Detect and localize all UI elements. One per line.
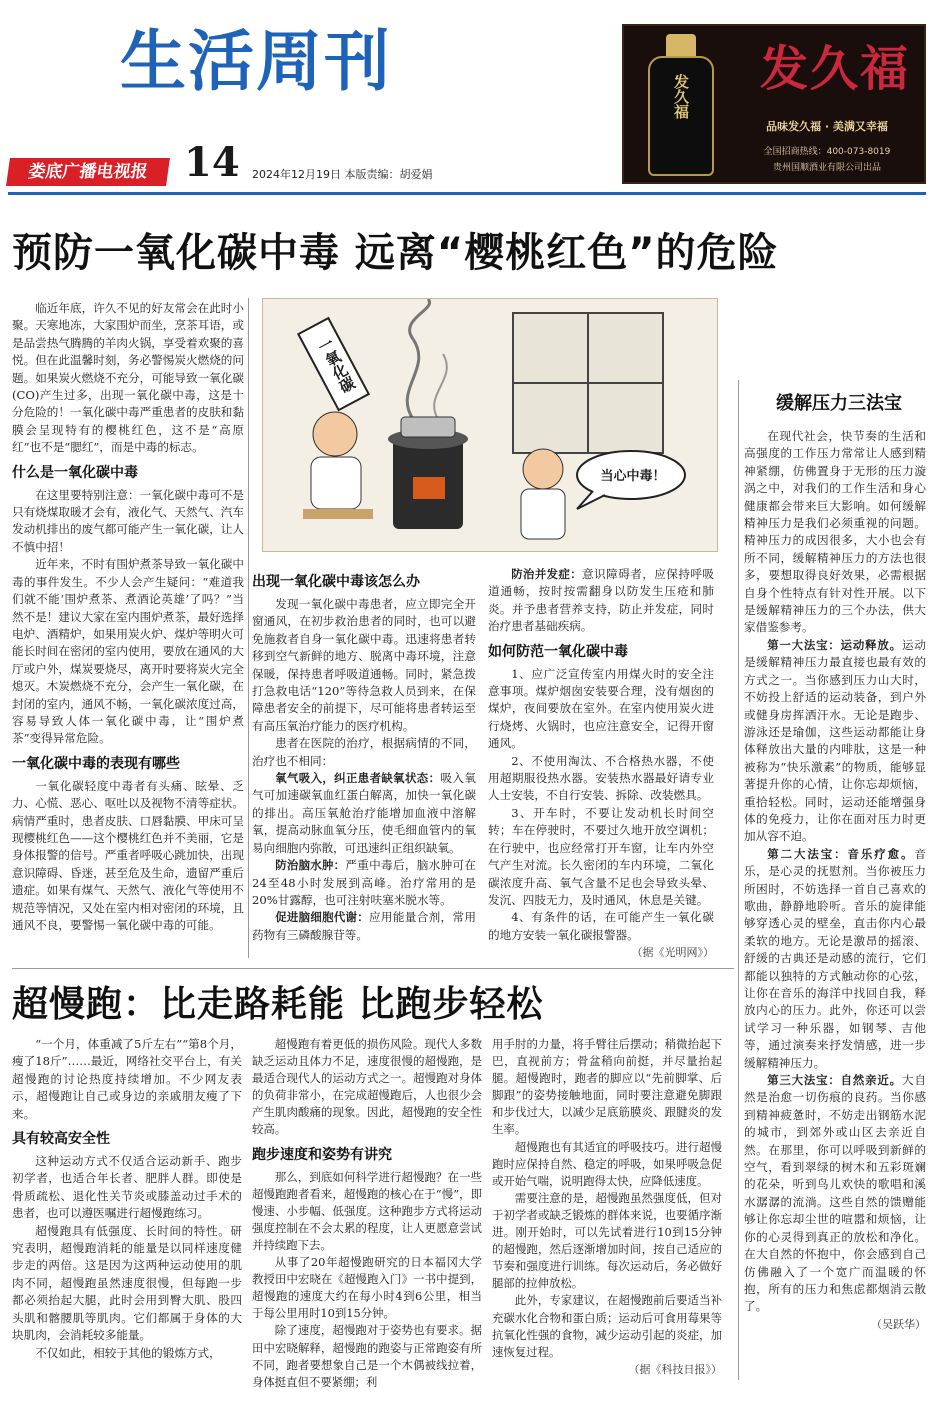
paragraph bbox=[12, 1345, 242, 1362]
paragraph bbox=[488, 566, 714, 636]
ad-slogan: 品味发久福 · 美满又幸福 bbox=[766, 120, 888, 133]
paragraph bbox=[492, 1139, 722, 1190]
paragraph bbox=[12, 300, 244, 457]
paragraph bbox=[492, 1036, 722, 1139]
paragraph-lead: 第三大法宝：自然亲近。 bbox=[767, 1073, 902, 1088]
paragraph-text: 在现代社会，快节奏的生活和高强度的工作压力常常让人感到精神紧绷，仿佛置身于无形的压力漩涡之中，对我们的工作生活和身心健康都会带来巨大影响。如何缓解精神压力是我们必须重视的问题。精神压力的成因很多，大小也会有所不同，缓解精神压力的方法也很多，要想取得良好效果，必需根据自身个性特点有针对性开展。以下是缓解精神压力的三个办法，供大家借鉴参考。 bbox=[744, 429, 926, 635]
paragraph-lead: 促进脑细胞代谢： bbox=[275, 910, 369, 925]
paragraph-text: 临近年底，许久不见的好友常会在此时小聚。天寒地冻，大家围炉而坐，烹茶耳语，或是品尝热气腾腾的羊肉火锅，享受着欢聚的喜悦。但在此温馨时刻，务必警惕炭火燃烧的问题。如果炭火燃烧不充分，可能导致一氧化碳(CO)产生过多，出现一氧化碳中毒，这是十分危险的！一氧化碳中毒严重患者的皮肤和黏膜会呈现特有的樱桃红色，这不是“高原红”也不是“腮红”，而是中毒的标志。 bbox=[12, 301, 244, 455]
paragraph-text: 那么，到底如何科学进行超慢跑？在一些超慢跑跑者看来，超慢跑的核心在于“慢”，即慢速、小步幅、低强度。这种跑步方式将运动强度控制在不会太累的程度，让人更愿意尝试并持续跑下去。 bbox=[252, 1169, 482, 1252]
paper-name-badge: 娄底广播电视报 bbox=[6, 158, 170, 186]
paragraph-text: 此外，专家建议，在超慢跑前后要适当补充碳水化合物和蛋白质；运动后可食用莓果等抗氧化性强的食物，减少运动引起的炎症，加速恢复过程。 bbox=[492, 1293, 722, 1359]
subheading: 如何防范一氧化碳中毒 bbox=[488, 643, 628, 660]
paragraph bbox=[744, 1072, 926, 1316]
paragraph-text: 应用能量合剂，常用药物有三磷酸腺苷等。 bbox=[252, 910, 476, 942]
masthead-title: 生活周刊 bbox=[120, 23, 392, 100]
paragraph bbox=[488, 805, 714, 909]
paragraph-text: 除了速度，超慢跑对于姿势也有要求。据田中宏晓解释，超慢跑的跑姿与正常跑姿有所不同，跑者要想象自己是一个木偶被线拉着，身体挺直但不要紧绷；利 bbox=[252, 1323, 482, 1389]
paragraph-text: 3、开车时，不要让发动机长时间空转；车在停驶时，不要过久地开放空调机；在行驶中，也应经常打开车窗，让车内外空气产生对流。长久密闭的车内环境，二氧化碳浓度升高、氧气含量不足也会导致头晕、发沉、四肢无力，及时通风，休息是关键。 bbox=[488, 805, 714, 907]
article3-column-2 bbox=[252, 1036, 482, 1392]
paragraph bbox=[492, 1292, 722, 1360]
column-divider bbox=[738, 380, 739, 1380]
paragraph-text: 吸入氧气可加速碳氧血红蛋白解离，加快一氧化碳的排出。高压氧舱治疗能增加血液中溶解氧，提高动脉血氧分压，使毛细血管内的氧易向细胞内弥散，可迅速纠正组织缺氧。 bbox=[252, 771, 476, 855]
article1-column-3 bbox=[488, 566, 714, 960]
paragraph bbox=[12, 556, 244, 747]
paragraph bbox=[252, 1254, 482, 1322]
paragraph-text: 超慢跑具有低强度、长时间的特性。研究表明，超慢跑消耗的能量是以同样速度健步走的两倍。这是因为这两种运动使用的肌肉不同，超慢跑虽然速度很慢，但每跑一步都必须抬起大腿，此时会用到臀大肌、股四头肌和髂腰肌等肌肉。它们都属于身体的大块肌肉，会消耗较多能量。 bbox=[12, 1223, 242, 1343]
paragraph bbox=[12, 1223, 242, 1345]
subheading: 具有较高安全性 bbox=[12, 1131, 110, 1148]
paragraph bbox=[252, 770, 476, 857]
masthead-rule bbox=[8, 192, 926, 195]
paragraph-text: 一氧化碳轻度中毒者有头痛、眩晕、乏力、心慌、恶心、呕吐以及视物不清等症状。病情严重时，患者皮肤、口唇黏膜、甲床可呈现樱桃红色——这个樱桃红色并不美丽，它是身体报警的信号。严重者呼吸心跳加快，出现意识障碍、昏迷，甚至危及生命，遗留严重后遗症。如果有煤气、天然气、液化气等使用不规范等情况，又处在室内相对密闭的环境，且通风不良，要警惕一氧化碳中毒的可能。 bbox=[12, 778, 244, 932]
ad-company: 贵州国顺酒业有限公司出品 bbox=[772, 163, 881, 173]
paragraph-text: “一个月，体重减了5斤左右”“第8个月，瘦了18斤”……最近，网络社交平台上，有关超慢跑的讨论热度持续增加。不少网友表示，超慢跑让自己或身边的亲戚朋友瘦了下来。 bbox=[12, 1037, 242, 1121]
source-credit: （据《科技日报》） bbox=[628, 1362, 722, 1376]
paragraph-lead: 防治并发症： bbox=[511, 567, 583, 581]
paragraph-lead: 防治脑水肿： bbox=[275, 858, 346, 873]
paragraph bbox=[252, 596, 476, 735]
subheading: 跑步速度和姿势有讲究 bbox=[252, 1146, 392, 1163]
source-credit: （吴跃华） bbox=[871, 1317, 926, 1331]
subheading: 一氧化碳中毒的表现有哪些 bbox=[12, 755, 180, 772]
section-divider bbox=[12, 968, 734, 969]
paragraph-text: 运动是缓解精神压力最直接也最有效的方式之一。当你感到压力山大时，不妨投上舒适的运动装备，到户外或健身房挥洒汗水。无论是跑步、游泳还是瑜伽，这些运动都能让身体释放出大量的内啡肽，这是一种被称为“快乐激素”的物质，能够显著提升你的心情，让你忘却烦恼，重拾轻松。同时，运动还能增强身体的免疫力，让你在面对压力时更加从容不迫。 bbox=[744, 637, 926, 844]
article1-headline: 预防一氧化碳中毒 远离“樱桃红色”的危险 bbox=[12, 230, 779, 276]
paragraph-text: 患者在医院的治疗，根据病情的不同，治疗也不相同： bbox=[252, 736, 476, 768]
paragraph-text: 在这里要特别注意：一氧化碳中毒可不是只有烧煤取暖才会有，液化气、天然气、汽车发动机排出的废气都可能产生一氧化碳，让人不慎中招！ bbox=[12, 487, 244, 554]
article3-headline: 超慢跑：比走路耗能 比跑步轻松 bbox=[12, 984, 544, 1025]
speech-bubble-text: 当心中毒！ bbox=[600, 469, 666, 484]
co-tag: 一氧化碳 bbox=[313, 334, 359, 396]
paragraph-text: 严重中毒后，脑水肿可在24至48小时发展到高峰。治疗常用的是20%甘露醇，也可注射呋塞米脱水等。 bbox=[252, 858, 476, 907]
paragraph bbox=[12, 1153, 242, 1223]
paragraph bbox=[12, 778, 244, 935]
co-poisoning-illustration bbox=[262, 298, 718, 552]
paragraph-lead: 第二大法宝：音乐疗愈。 bbox=[767, 846, 915, 861]
paragraph bbox=[492, 1190, 722, 1293]
paragraph bbox=[744, 428, 926, 637]
paragraph-text: 发现一氧化碳中毒患者，应立即完全开窗通风，在初步救治患者的同时，也可以避免施救者自身一氧化碳中毒。迅速将患者转移到空气新鲜的地方、脱离中毒环境，注意保暖，保持患者呼吸道通畅。同时，紧急拨打急救电话“120”等待急救人员到来，在保障患者安全的前提下，尽可能将患者转运至有高压氧治疗能力的医疗机构。 bbox=[252, 597, 476, 733]
paragraph bbox=[12, 487, 244, 557]
paragraph bbox=[744, 846, 926, 1072]
paragraph-text: 2、不使用淘汰、不合格热水器，不使用超期服役热水器。安装热水器最好请专业人士安装，不自行安装、拆除、改装燃具。 bbox=[488, 753, 714, 803]
paragraph-text: 1、应广泛宣传室内用煤火时的安全注意事项。煤炉烟囱安装要合理，没有烟囱的煤炉，夜间要放在室外。在室内使用炭火进行烧烤、火锅时，也应注意安全，记得开窗通风。 bbox=[488, 666, 714, 751]
paragraph-text: 近年来，不时有围炉煮茶导致一氧化碳中毒的事件发生。不少人会产生疑问：“难道我们就不能‘围炉煮茶、煮酒论英雄’了吗？”当然不是！建议大家在室内围炉煮茶，最好选择电炉、酒精炉，如果用炭火炉、煤炉等明火可能长时间在密闭的室内使用，要放在通风的大厅或户外，煤炭要烧尽，离开时要将炭火完全熄灭。木炭燃烧不充分，会产生一氧化碳，在封闭的室内，通风不畅，一氧化碳浓度过高，容易导致人体一氧化碳中毒，让“围炉煮茶”变得异常危险。 bbox=[12, 557, 244, 746]
paragraph bbox=[252, 1169, 482, 1254]
paragraph bbox=[488, 666, 714, 753]
article2-headline: 缓解压力三法宝 bbox=[776, 393, 902, 414]
paragraph-lead: 氧气吸入，纠正患者缺氧状态： bbox=[275, 771, 441, 786]
bottle-label: 发久福 bbox=[672, 74, 690, 119]
paragraph-text: 从事了20年超慢跑研究的日本福冈大学教授田中宏晓在《超慢跑入门》一书中提到，超慢跑的速度大约在每小时4到6公里，相当于每公里用时10到15分钟。 bbox=[252, 1255, 482, 1321]
paragraph-lead: 第一大法宝：运动释放。 bbox=[767, 637, 902, 652]
paragraph bbox=[744, 637, 926, 846]
paragraph-text: 用手肘的力量，将手臂往后摆动；稍微抬起下巴，直视前方；骨盆稍向前挺，并尽量抬起腿。超慢跑时，跑者的脚应以“先前脚掌、后脚跟”的姿势接触地面，同时要注意避免脚跟和步伐过大，以减少足底筋膜炎、跟腱炎的发生率。 bbox=[492, 1037, 722, 1137]
paragraph-text: 需要注意的是，超慢跑虽然强度低，但对于初学者或缺乏锻炼的群体来说，也要循序渐进。刚开始时，可以先试着进行10到15分钟的超慢跑，然后逐渐增加时间，按自己适应的节奏和强度进行训练。每次运动后，务必做好腿部的拉伸放松。 bbox=[492, 1190, 722, 1291]
subheading: 什么是一氧化碳中毒 bbox=[12, 464, 138, 481]
article1-column-1 bbox=[12, 300, 244, 960]
page-number: 14 bbox=[184, 139, 240, 186]
paragraph bbox=[252, 1322, 482, 1390]
ad-brand: 发久福 bbox=[759, 41, 910, 97]
paragraph-text: 超慢跑有着更低的损伤风险。现代人多数缺乏运动且体力不足，速度很慢的超慢跑，是最适合现代人的运动方式之一。超慢跑对身体的负荷非常小，在完成超慢跑后，人也很少会产生肌肉酸痛的现象。因此，超慢跑的安全性较高。 bbox=[252, 1037, 482, 1137]
dateline: 2024年12月19日 本版责编：胡爱娟 bbox=[252, 168, 433, 181]
paragraph bbox=[12, 1036, 242, 1123]
liquor-advertisement bbox=[622, 24, 926, 184]
paragraph-text: 意识障碍者，应保持呼吸道通畅，按时按需翻身以防发生压疮和肺炎。并予患者营养支持，防止并发症，同时治疗患者基础疾病。 bbox=[488, 567, 714, 634]
liquor-bottle-image bbox=[638, 34, 724, 180]
paragraph-text: 这种运动方式不仅适合运动新手、跑步初学者，也适合年长者、肥胖人群。即使是骨质疏松、退化性关节炎或膝盖动过手术的患者，也可以遵医嘱进行超慢跑练习。 bbox=[12, 1154, 242, 1221]
paragraph bbox=[252, 1036, 482, 1139]
paragraph-text: 不仅如此，相较于其他的锻炼方式， bbox=[35, 1345, 221, 1360]
source-credit: （据《光明网》） bbox=[631, 946, 714, 960]
article3-column-3 bbox=[492, 1036, 722, 1392]
subheading: 出现一氧化碳中毒该怎么办 bbox=[252, 574, 420, 590]
article3-column-1 bbox=[12, 1036, 242, 1392]
ad-phone: 全国招商热线：400-073-8019 bbox=[763, 147, 891, 157]
article1-column-2 bbox=[252, 566, 476, 960]
paragraph-text: 大自然是治愈一切伤痕的良药。当你感到精神疲惫时，不妨走出钢筋水泥的城市，到郊外或山区去亲近自然。在那里，你可以呼吸到新鲜的空气，看到翠绿的树木和五彩斑斓的花朵，听到鸟儿欢快的歌唱和溪水潺潺的流淌。这些自然的馈赠能够让你忘却尘世的喧嚣和烦恼，让你的心灵得到真正的放松和净化。在大自然的怀抱中，你会感到自己仿佛融入了一个宽广而温暖的怀抱，所有的压力和焦虑都烟消云散了。 bbox=[744, 1073, 926, 1314]
paragraph-text: 音乐，是心灵的抚慰剂。当你被压力所困时，不妨选择一首自己喜欢的歌曲，静静地聆听。音乐的旋律能够穿透心灵的壁垒，直击你内心最柔软的地方。无论是激昂的摇滚、舒缓的古典还是动感的流行，它们都能以独特的方式触动你的心弦，让你在音乐的海洋中找回自我，释放内心的压力。此外，你还可以尝试学习一种乐器，如钢琴、吉他等，通过演奏来抒发情感，进一步缓解精神压力。 bbox=[744, 846, 926, 1070]
paragraph-text: 4、有条件的话，在可能产生一氧化碳的地方安装一氧化碳报警器。 bbox=[488, 910, 714, 942]
paragraph-text: 超慢跑也有其适宜的呼吸技巧。进行超慢跑时应保持自然、稳定的呼吸，如果呼吸急促或开始气喘，说明跑得太快，应降低速度。 bbox=[492, 1139, 722, 1188]
paragraph bbox=[252, 909, 476, 944]
paragraph bbox=[252, 735, 476, 770]
paragraph bbox=[252, 857, 476, 909]
paragraph bbox=[488, 753, 714, 805]
article2-body bbox=[744, 428, 926, 1392]
paragraph bbox=[488, 909, 714, 944]
column-divider bbox=[248, 298, 249, 958]
